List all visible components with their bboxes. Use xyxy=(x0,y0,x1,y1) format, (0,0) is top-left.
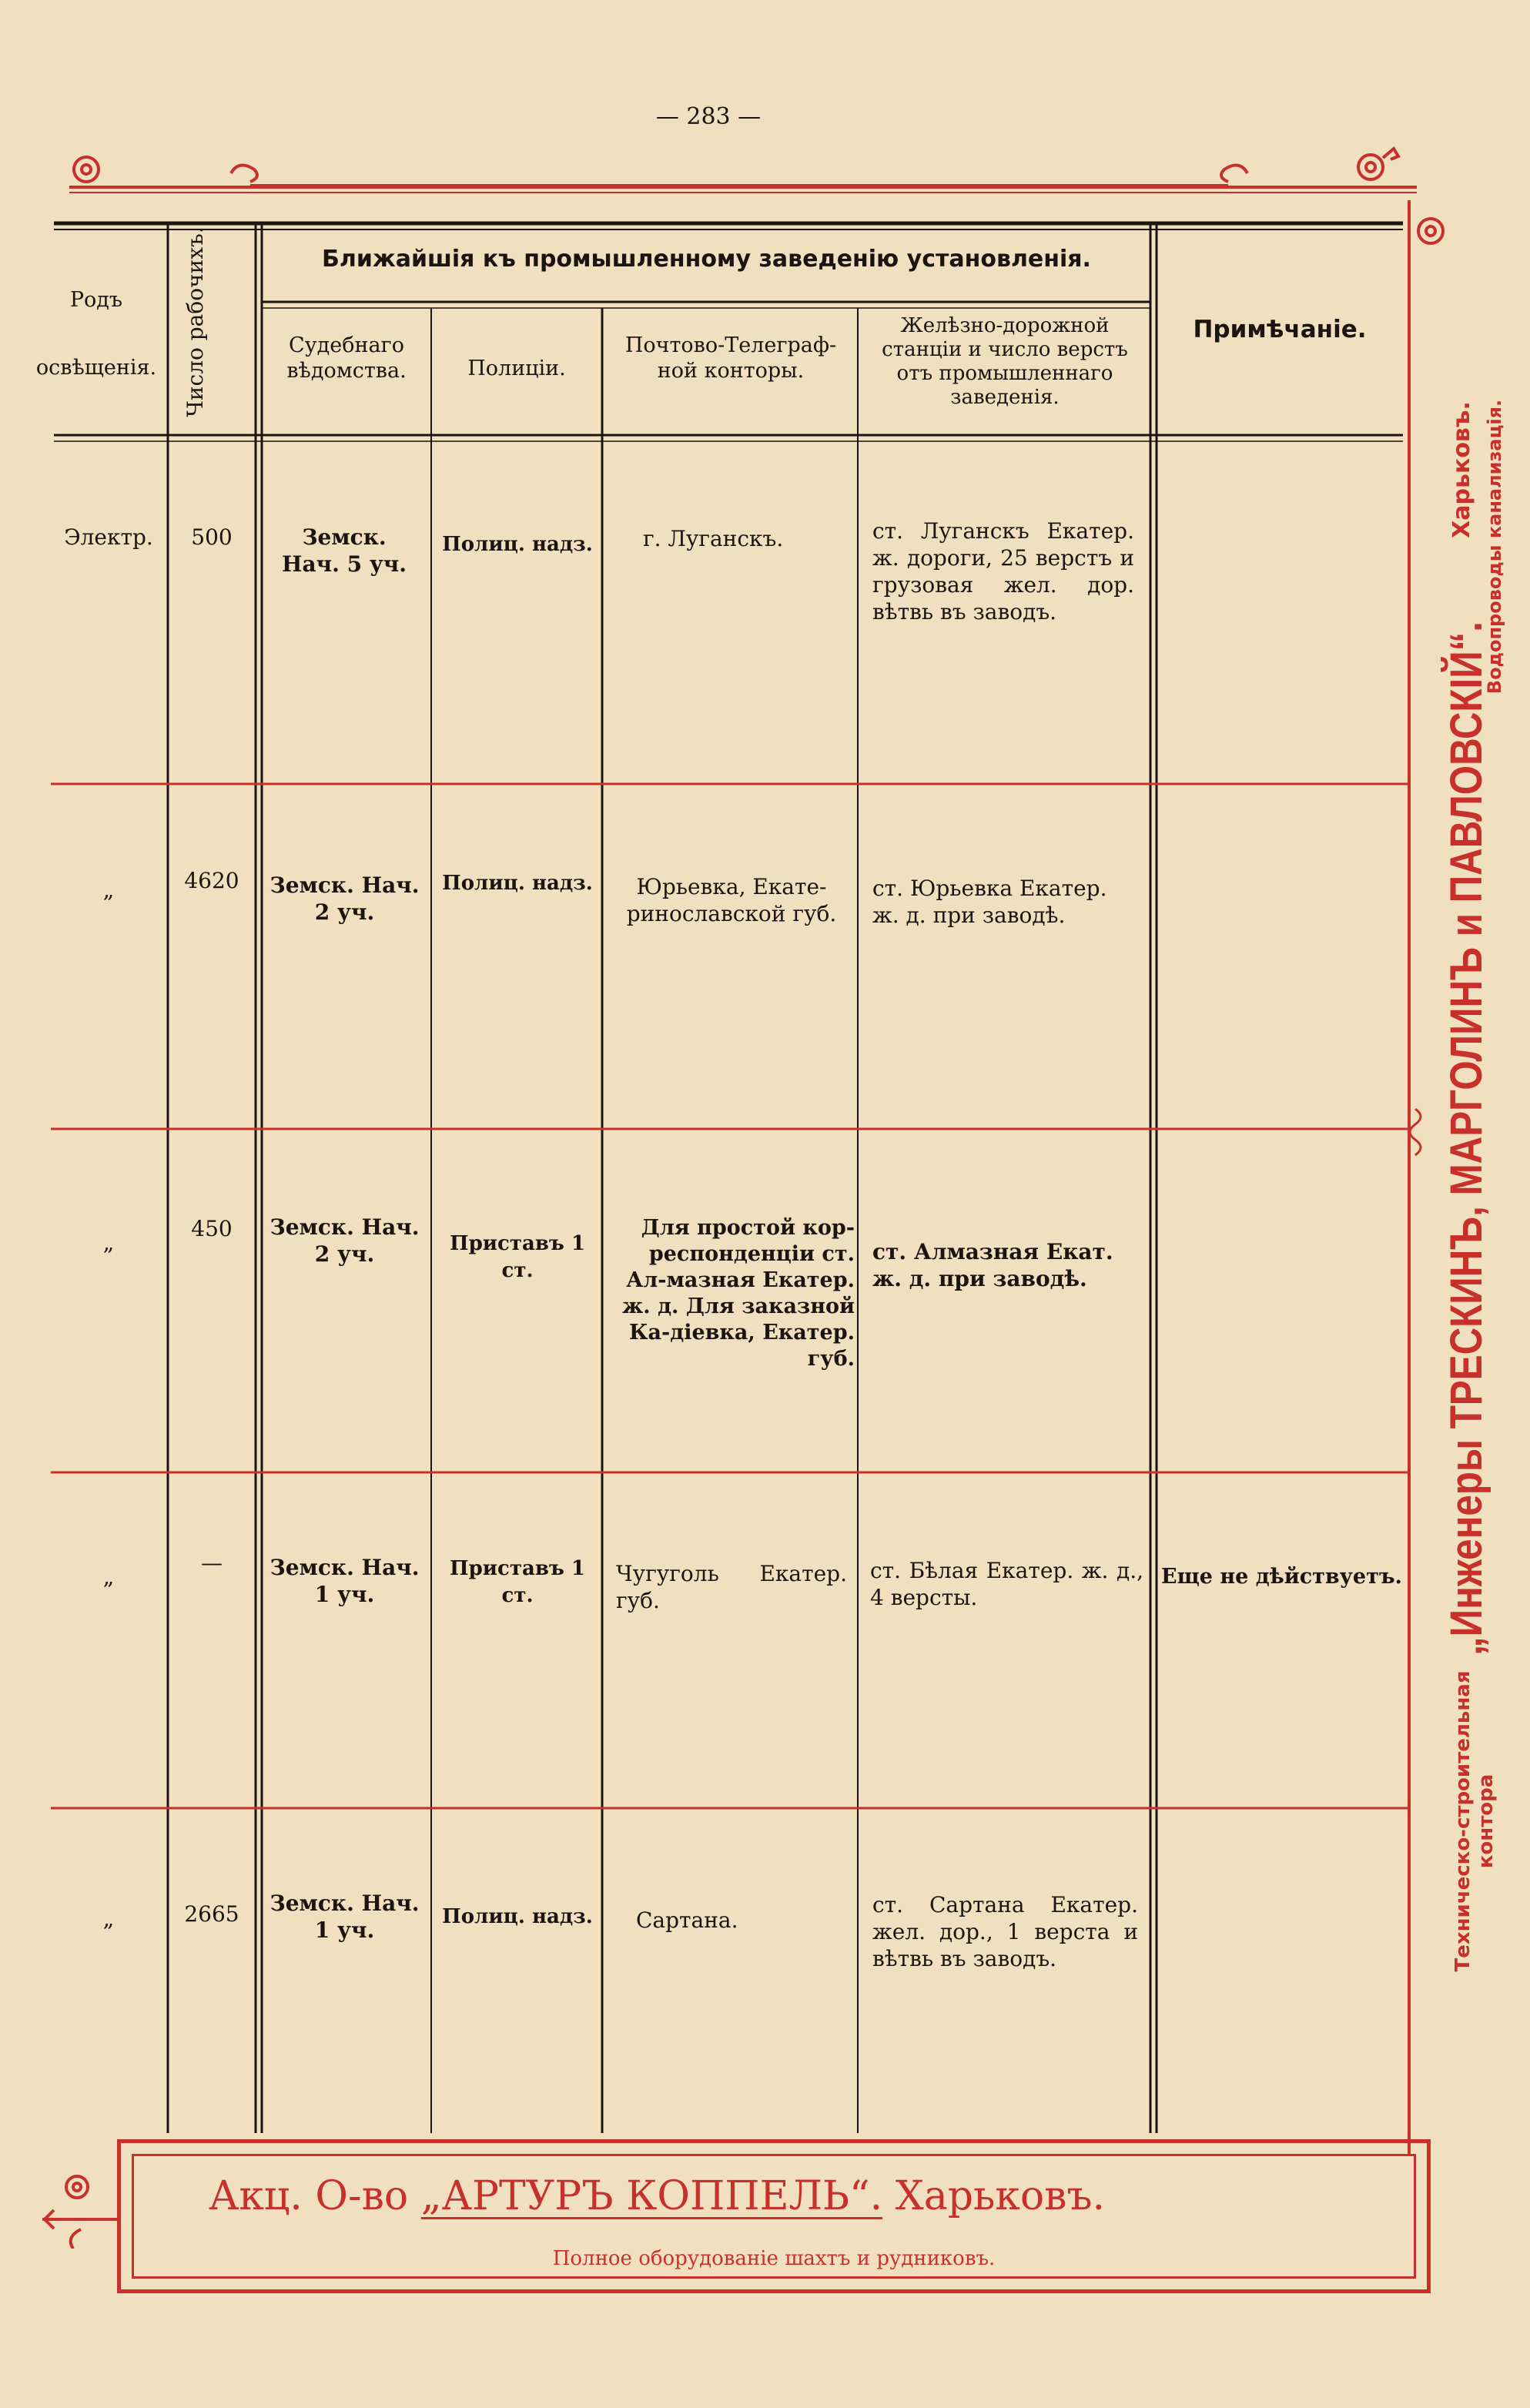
cell-workers: 2665 xyxy=(184,1901,239,1927)
cell-lighting: Электр. xyxy=(64,524,153,550)
cell-post: г. Луганскъ. xyxy=(643,526,784,551)
header-court: Судебнаго вѣдомства. xyxy=(286,333,407,383)
cell-workers: 4620 xyxy=(184,868,239,893)
cell-post: Чугуголь Екатер. губ. xyxy=(616,1561,847,1613)
cell-court: Земск. Нач. 1 уч. xyxy=(270,1891,420,1943)
cell-police: Полиц. надз. xyxy=(442,533,593,556)
cell-railway: ст. Юрьевка Екатер. ж. д. при заводѣ. xyxy=(872,876,1107,928)
cell-lighting: „ xyxy=(102,1564,115,1589)
cell-workers: 450 xyxy=(191,1216,233,1241)
cell-lighting: „ xyxy=(102,1906,115,1931)
cell-lighting: „ xyxy=(102,877,115,903)
cell-police: Полиц. надз. xyxy=(442,1905,593,1928)
side-ad-line1: Техническо-строительная xyxy=(1451,1670,1475,1972)
cell-police: Приставъ 1 ст. xyxy=(450,1557,585,1607)
ad-city: Харьковъ. xyxy=(882,2173,1106,2219)
cell-lighting: „ xyxy=(102,1230,115,1255)
side-ad-line2: контора xyxy=(1475,1773,1498,1869)
cell-workers: — xyxy=(201,1550,223,1576)
cell-railway: ст. Бѣлая Екатер. ж. д., 4 версты. xyxy=(870,1558,1143,1610)
side-ad-city: Харьковъ. xyxy=(1448,401,1475,538)
cell-post: Сартана. xyxy=(636,1907,738,1933)
cell-railway: ст. Алмазная Екат. ж. д. при заводѣ. xyxy=(872,1239,1113,1291)
ad-prefix: Акц. О-во xyxy=(208,2173,421,2219)
cell-court: Земск. Нач. 1 уч. xyxy=(270,1555,420,1607)
header-post: Почтово-Телеграф-ной конторы. xyxy=(624,333,837,383)
ad-company: „АРТУРЪ КОППЕЛЬ“. xyxy=(420,2173,883,2219)
header-railway: Желѣзно-дорожной станціи и число верстъ отъ промышленнаго заведенія. xyxy=(882,314,1128,409)
page-number: — 283 — xyxy=(655,103,762,130)
header-lighting: Родъ освѣщенія. xyxy=(35,288,157,380)
side-ad-services: Водопроводы канализація. xyxy=(1484,399,1505,695)
header-note: Примѣчаніе. xyxy=(1193,316,1367,343)
side-ad-main: „Инженеры ТРЕСКИНЪ, МАРГОЛИНЪ и ПАВЛОВСКІЙ“. xyxy=(1441,621,1491,1656)
cell-railway: ст. Луганскъ Екатер. ж. дороги, 25 верстъ и грузовая жел. дор. вѣтвь въ заводъ. xyxy=(872,518,1134,625)
cell-court: Земск. Нач. 2 уч. xyxy=(270,872,420,925)
cell-post: Для простой кор-респонденціи ст. Ал-мазная Екатер. ж. д. Для заказной Ка-діевка, Екатер. губ. xyxy=(622,1216,855,1371)
ad-subtitle: Полное оборудованіе шахтъ и рудниковъ. xyxy=(552,2247,996,2270)
ad-title xyxy=(0,2173,1314,2219)
cell-police: Полиц. надз. xyxy=(442,872,593,895)
header-workers: Число рабочихъ. xyxy=(182,226,208,417)
cell-railway: ст. Сартана Екатер. жел. дор., 1 верста и вѣтвь въ заводъ. xyxy=(872,1892,1138,1971)
cell-court: Земск. Нач. 2 уч. xyxy=(270,1214,420,1267)
cell-workers: 500 xyxy=(191,524,233,550)
cell-court: Земск. Нач. 5 уч. xyxy=(282,524,407,577)
cell-post: Юрьевка, Екате-ринославской губ. xyxy=(626,874,837,926)
cell-note: Еще не дѣйствуетъ. xyxy=(1161,1565,1402,1589)
cell-police: Приставъ 1 ст. xyxy=(450,1232,585,1282)
header-police: Полиціи. xyxy=(467,357,566,380)
header-group: Ближайшія къ промышленному заведенію установленія. xyxy=(322,246,1091,273)
